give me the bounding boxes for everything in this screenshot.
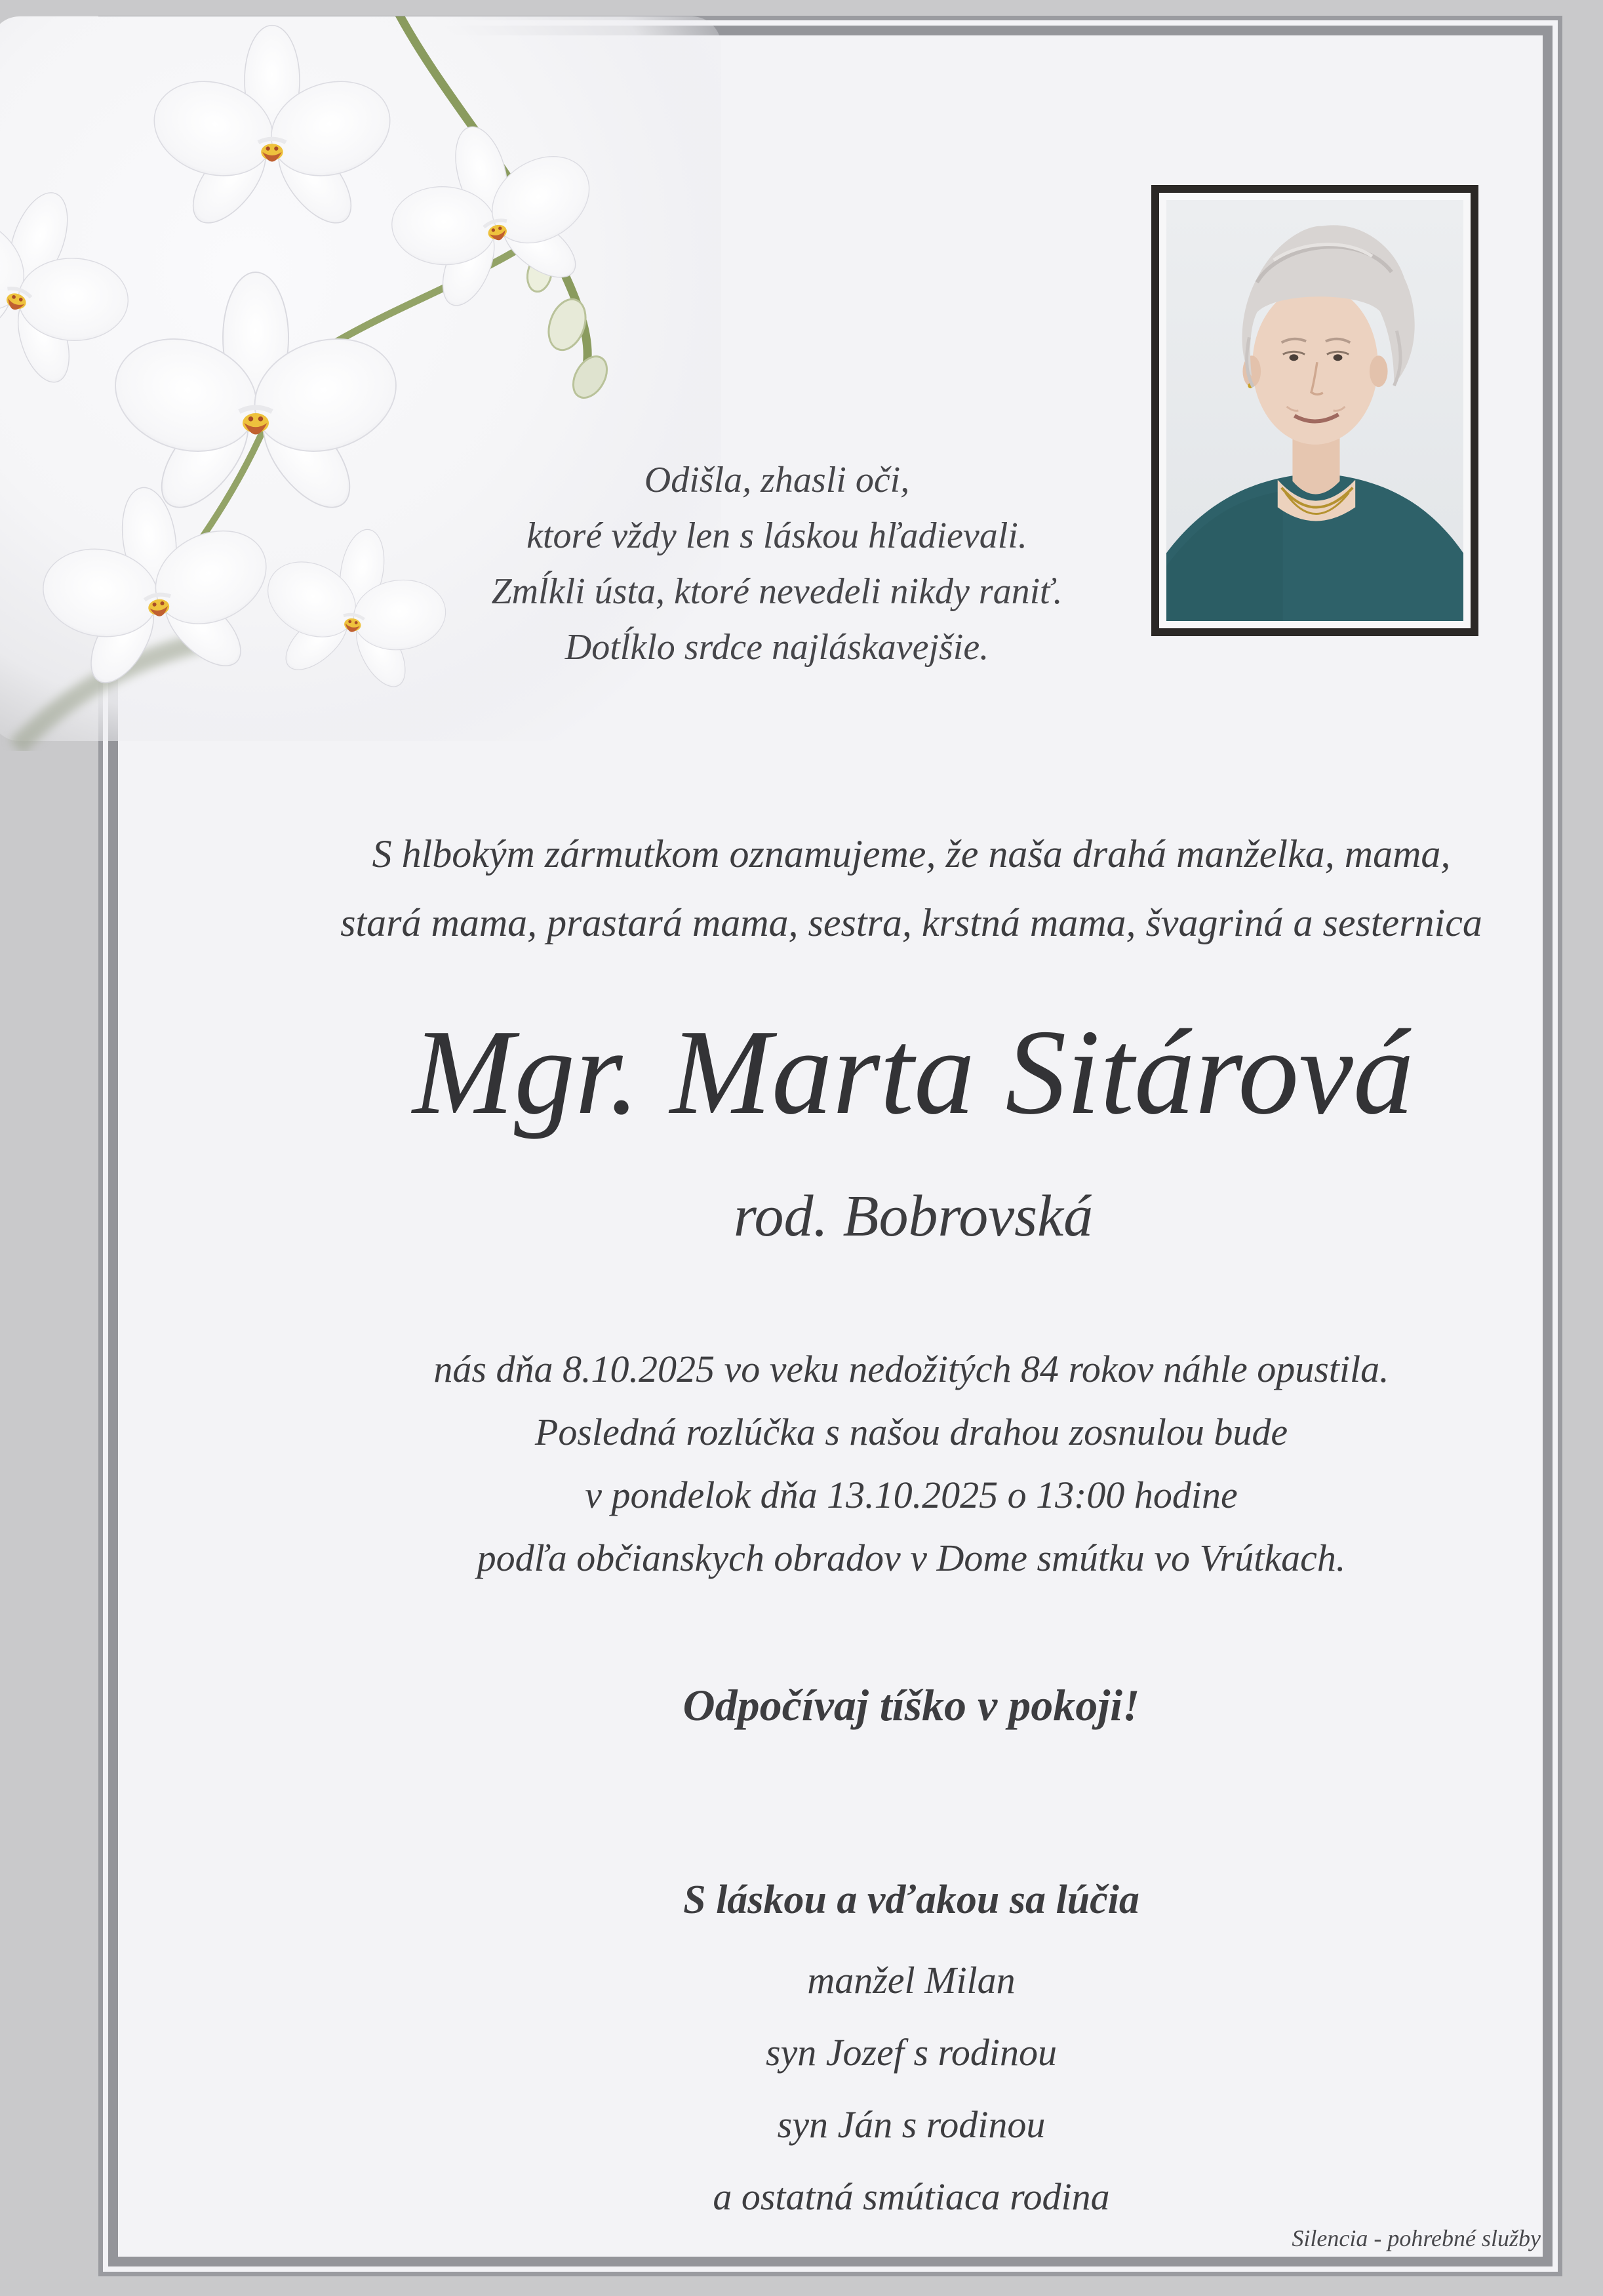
poem-line-3: Zmĺkli ústa, ktoré nevedeli nikdy raniť. xyxy=(491,571,1063,612)
funeral-details xyxy=(256,1338,1567,1590)
poem-line-1: Odišla, zhasli oči, xyxy=(644,460,910,500)
mourner-line-1: manžel Milan xyxy=(807,1959,1016,2002)
poem-line-2: ktoré vždy len s láskou hľadievali. xyxy=(526,515,1027,556)
poem xyxy=(121,453,1433,675)
funeral-details-line-1: nás dňa 8.10.2025 vo veku nedožitých 84 rokov náhle opustila. xyxy=(433,1348,1389,1390)
funeral-home-credit: Silencia - pohrebné služby xyxy=(1292,2225,1541,2251)
announcement xyxy=(256,820,1567,957)
mourner-line-2: syn Jozef s rodinou xyxy=(765,2031,1058,2074)
announcement-line-2: stará mama, prastará mama, sestra, krstná mama, švagriná a sesternica xyxy=(340,901,1482,944)
deceased-name: Mgr. Marta Sitárová xyxy=(412,1005,1414,1140)
poem-line-4: Dotĺklo srdce najláskavejšie. xyxy=(564,627,989,668)
mourners-heading: S láskou a vďakou sa lúčia xyxy=(683,1878,1139,1922)
mourners-list xyxy=(256,1944,1567,2233)
announcement-line-1: S hlbokým zármutkom oznamujeme, že naša drahá manželka, mama, xyxy=(372,832,1451,876)
maiden-name: rod. Bobrovská xyxy=(733,1184,1094,1249)
farewell-text: Odpočívaj tíško v pokoji! xyxy=(683,1680,1140,1730)
mourner-line-3: syn Ján s rodinou xyxy=(777,2103,1046,2146)
funeral-details-line-3: v pondelok dňa 13.10.2025 o 13:00 hodine xyxy=(585,1474,1238,1516)
funeral-details-line-4: podľa občianskych obradov v Dome smútku vo Vrútkach. xyxy=(477,1537,1346,1579)
funeral-details-line-2: Posledná rozlúčka s našou drahou zosnulou bude xyxy=(534,1411,1288,1453)
mourner-line-4: a ostatná smútiaca rodina xyxy=(713,2175,1110,2218)
